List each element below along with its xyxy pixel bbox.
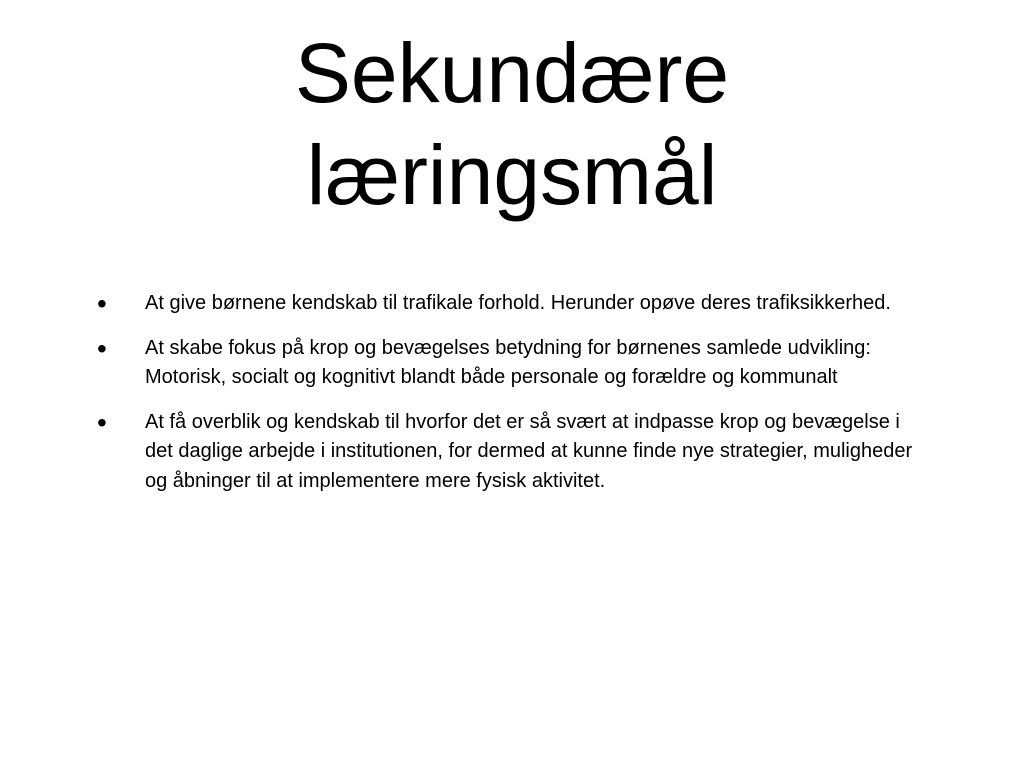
bullet-icon: • [97, 332, 107, 364]
bullet-item-1 [95, 289, 915, 319]
bullet-text-2: At skabe fokus på krop og bevægelses betydning for børnenes samlede udvikling: Motorisk, socialt og kognitivt blandt både personale og forældre og kommunalt [145, 336, 871, 388]
slide-title-line-1: Sekundære [294, 26, 730, 120]
slide-title [0, 22, 1024, 226]
bullet-text-1: At give børnene kendskab til trafikale forhold. Herunder opøve deres trafiksikkerhed. [145, 292, 891, 314]
bullet-text-3: At få overblik og kendskab til hvorfor det er så svært at indpasse krop og bevægelse i det daglige arbejde i institutionen, for dermed at kunne finde nye strategier, muligheder og åbninger til at implementere mere fysisk aktivitet. [145, 410, 913, 492]
bullet-icon: • [97, 288, 107, 319]
slide-title-line-2: læringsmål [306, 128, 718, 222]
bullet-icon: • [97, 406, 107, 438]
bullet-item-3 [95, 408, 915, 497]
bullet-item-2 [95, 334, 915, 393]
bullet-list [95, 289, 915, 511]
